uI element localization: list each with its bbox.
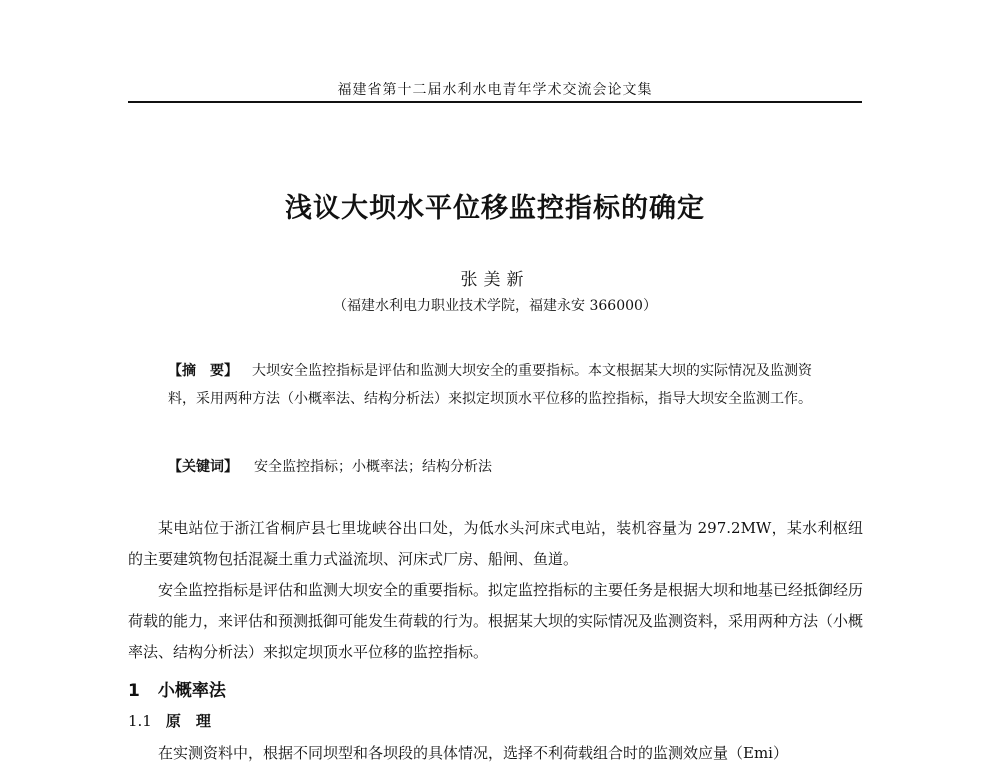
body-paragraph-2: 安全监控指标是评估和监测大坝安全的重要指标。拟定监控指标的主要任务是根据大坝和地基已经抵御经历荷载的能力，来评估和预测抵御可能发生荷载的行为。根据某大坝的实际情况及监测资料，采用两种方法（小概率法、结构分析法）来拟定坝顶水平位移的监控指标。 <box>128 581 864 661</box>
section-heading-1 <box>128 676 226 701</box>
header-rule <box>128 101 862 103</box>
keywords-label: 【关键词】 <box>168 459 238 475</box>
subsection-title: 原 理 <box>165 712 211 730</box>
section-number: 1 <box>128 681 140 701</box>
running-header: 福建省第十二届水利水电青年学术交流会论文集 <box>337 82 653 98</box>
author-affiliation: （福建水利电力职业技术学院，福建永安 366000） <box>333 298 657 314</box>
section-title: 小概率法 <box>157 681 226 701</box>
abstract-label: 【摘 要】 <box>168 363 238 379</box>
keywords-text: 安全监控指标；小概率法；结构分析法 <box>254 459 492 475</box>
subsection-number: 1.1 <box>128 712 152 730</box>
keywords <box>168 456 832 476</box>
author-name: 张美新 <box>460 270 530 290</box>
body-paragraph-1: 某电站位于浙江省桐庐县七里垅峡谷出口处，为低水头河床式电站，装机容量为 297.2MW，某水利枢纽的主要建筑物包括混凝土重力式溢流坝、河床式厂房、船闸、鱼道。 <box>128 519 863 568</box>
subsection-heading-1-1 <box>128 710 211 731</box>
abstract-text: 大坝安全监控指标是评估和监测大坝安全的重要指标。本文根据某大坝的实际情况及监测资料，采用两种方法（小概率法、结构分析法）来拟定坝顶水平位移的监控指标，指导大坝安全监测工作。 <box>168 363 812 407</box>
abstract <box>168 357 832 413</box>
body-paragraph-3: 在实测资料中，根据不同坝型和各坝段的具体情况，选择不利荷载组合时的监测效应量（Emi） <box>158 744 788 762</box>
paper-title: 浅议大坝水平位移监控指标的确定 <box>285 193 705 224</box>
